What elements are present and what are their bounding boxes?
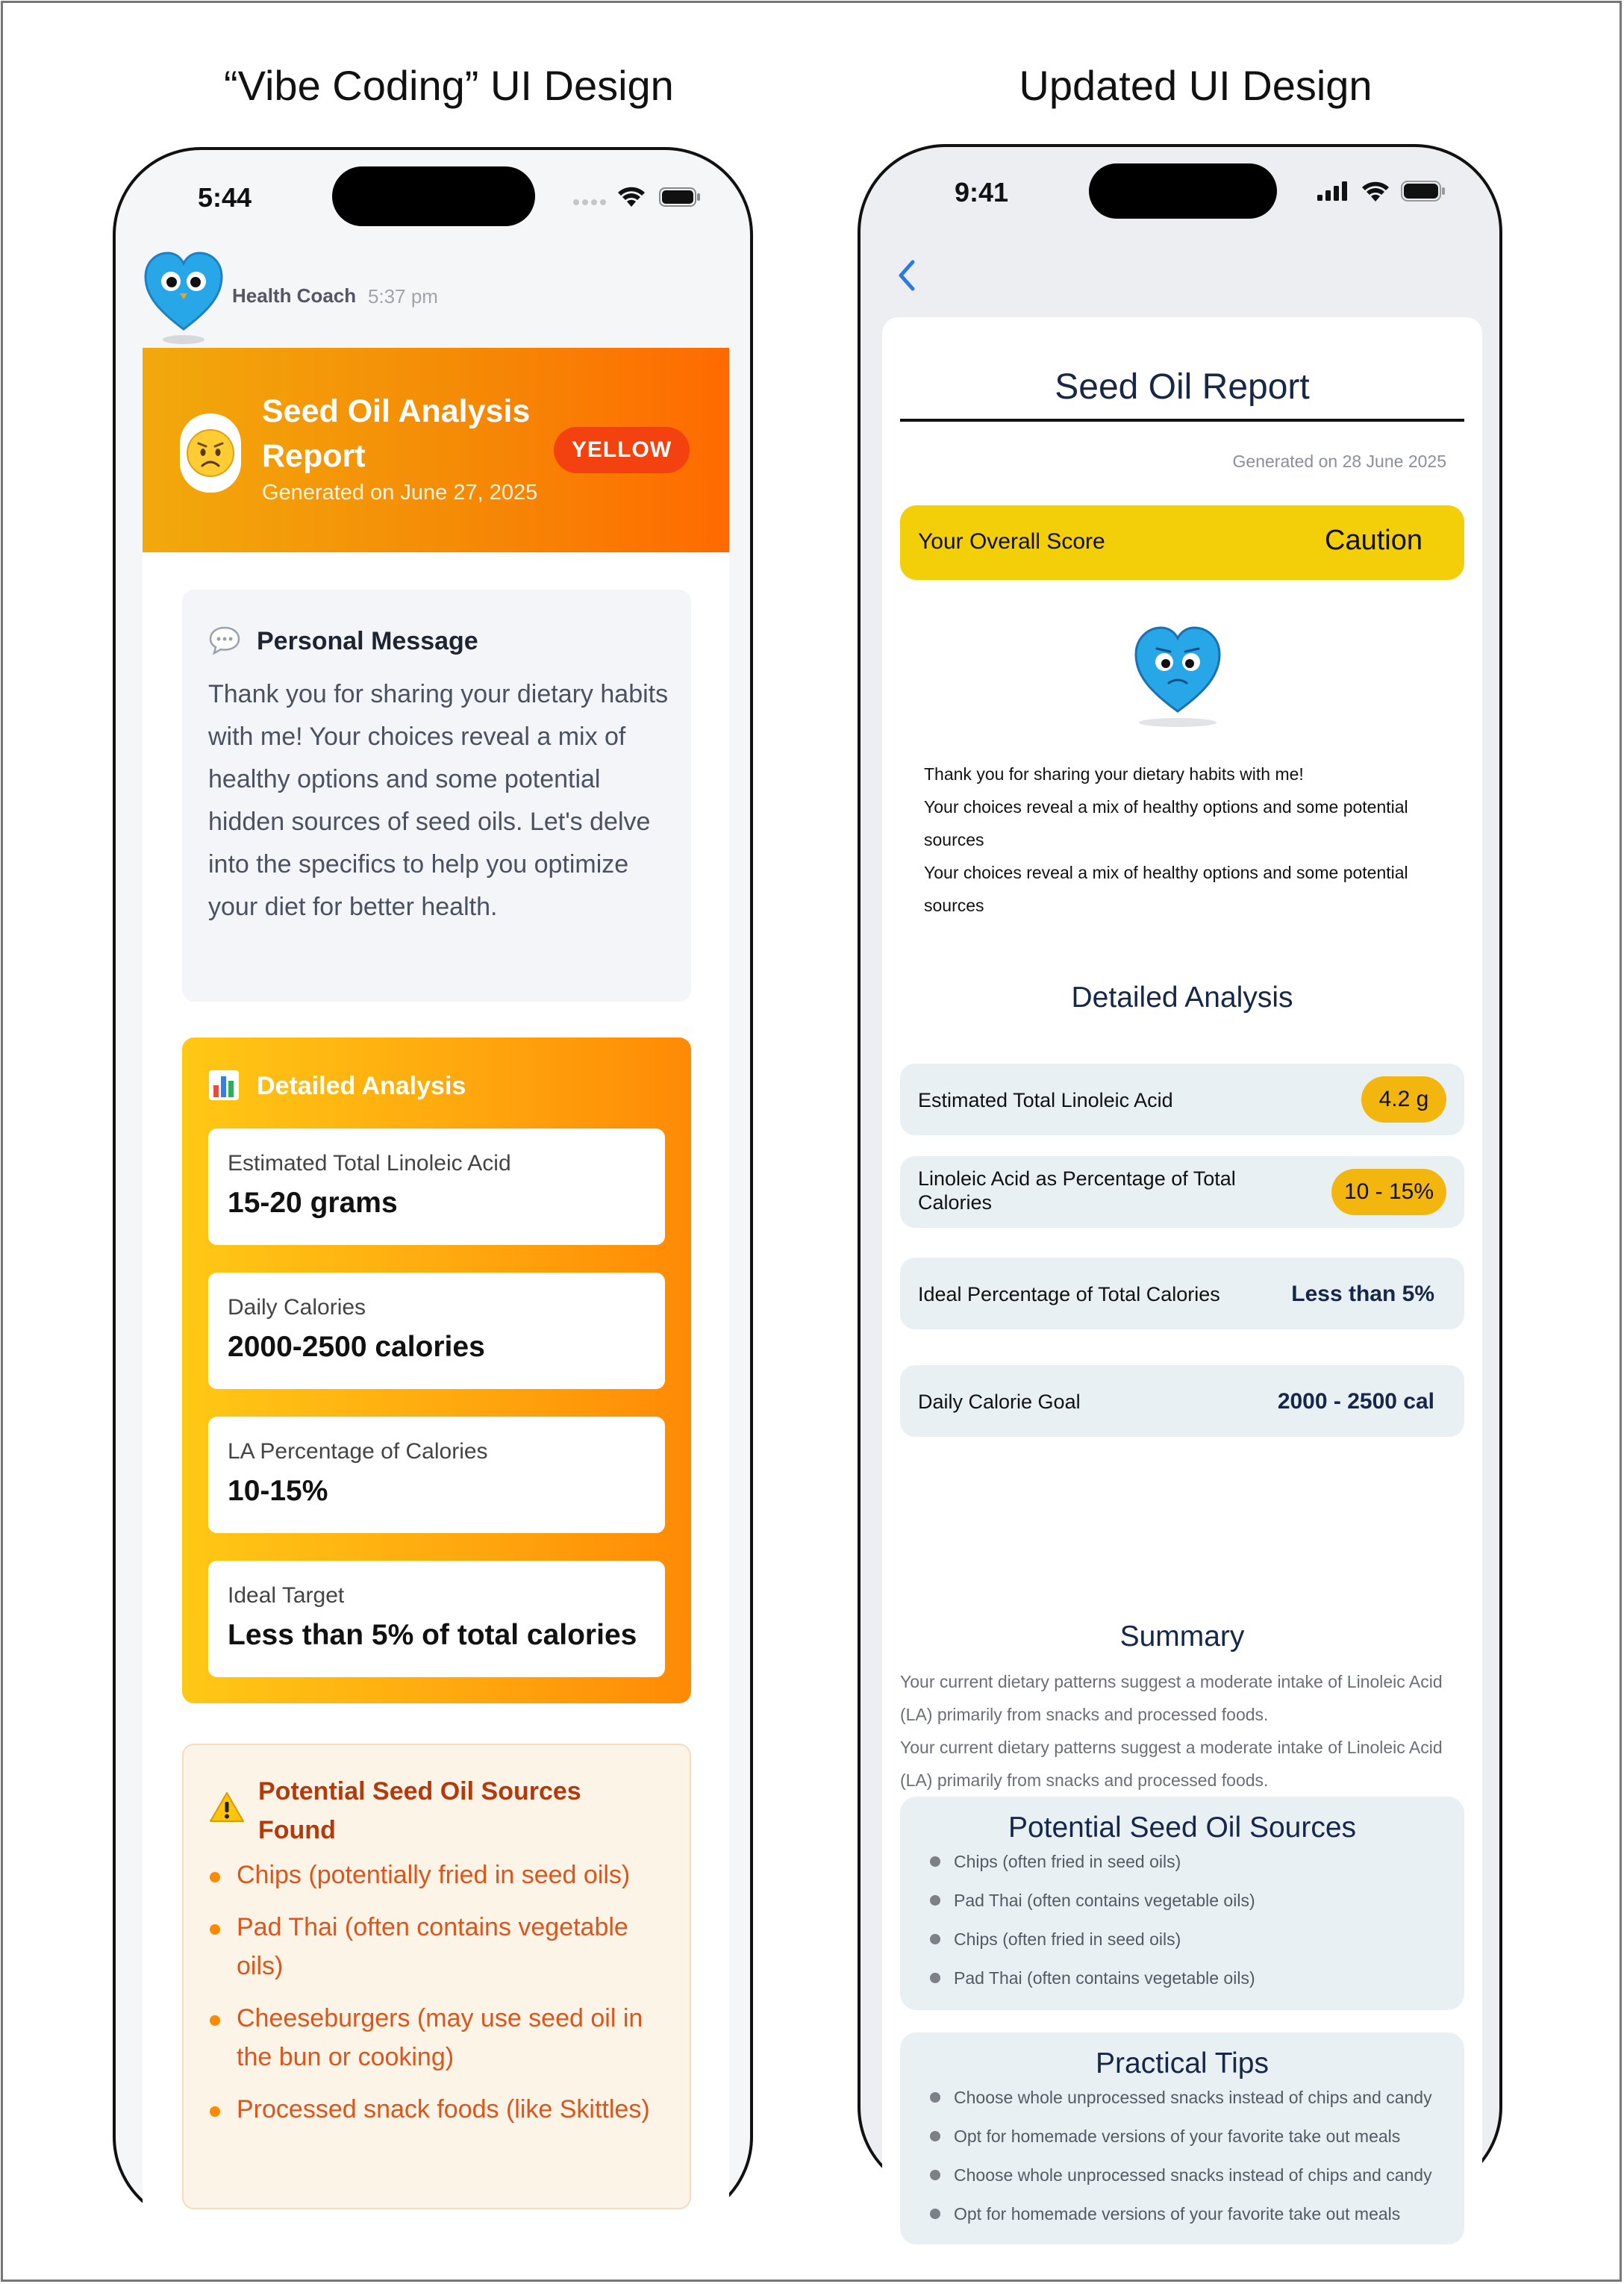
page-title: Seed Oil Report [1055, 367, 1310, 407]
worried-face-icon [186, 428, 235, 478]
personal-message-card [182, 590, 691, 1002]
status-time: 5:44 [198, 182, 252, 213]
wifi-icon [1360, 179, 1391, 203]
bar-chart-icon [207, 1069, 240, 1102]
metric-label: Ideal Target [228, 1583, 345, 1608]
title-divider [900, 419, 1464, 422]
message-line: Your choices reveal a mix of healthy options and some potential sources [924, 797, 1408, 849]
warning-icon [209, 1791, 245, 1823]
back-chevron-icon[interactable] [895, 259, 917, 292]
report-body [143, 552, 729, 2269]
summary-text [900, 1665, 1467, 1797]
report-header [143, 348, 729, 552]
metric-box [208, 1417, 665, 1533]
coach-name: Health Coach [232, 284, 357, 307]
detailed-analysis-card [182, 1038, 691, 1703]
list-item: Pad Thai (often contains vegetable oils) [210, 1908, 658, 1985]
seed-oil-sources-card [900, 1797, 1464, 2010]
list-item: Choose whole unprocessed snacks instead of chips and candy [954, 2165, 1432, 2185]
left-column-title: “Vibe Coding” UI Design [224, 62, 674, 109]
dynamic-island [332, 166, 535, 226]
detailed-analysis-title: Detailed Analysis [1071, 982, 1293, 1014]
heart-mascot-icon [143, 249, 225, 346]
report-date: Generated on 28 June 2025 [1232, 452, 1446, 471]
analysis-row-label: Daily Calorie Goal [918, 1391, 1081, 1413]
list-item: Cheeseburgers (may use seed oil in the bun or cooking) [210, 1999, 658, 2076]
list-item: Chips (often fried in seed oils) [954, 1852, 1181, 1871]
report-date: Generated on June 27, 2025 [262, 481, 538, 505]
right-phone [858, 144, 1502, 2224]
message-line: Your choices reveal a mix of healthy options and some potential sources [924, 863, 1408, 915]
metric-box [208, 1273, 665, 1389]
status-time: 9:41 [955, 177, 1009, 208]
metric-box [208, 1561, 665, 1677]
report-title: Seed Oil Analysis Report [262, 393, 531, 474]
analysis-row-value: 2000 - 2500 cal [1277, 1389, 1434, 1414]
personal-message-text: Thank you for sharing your dietary habits with me! Your choices reveal a mix of healthy options and some potential hidden sources of seed oils. Let's delve into the specifics to help you optimize your diet for better health. [208, 680, 669, 921]
analysis-row-label: Estimated Total Linoleic Acid [918, 1089, 1173, 1111]
analysis-row [900, 1064, 1464, 1135]
right-column-title: Updated UI Design [1019, 62, 1372, 109]
list-item: Opt for homemade versions of your favorite take out meals [954, 2204, 1401, 2224]
left-phone [113, 147, 753, 2225]
status-badge: YELLOW [554, 427, 690, 473]
analysis-row [900, 1258, 1464, 1329]
list-item: Chips (often fried in seed oils) [954, 1929, 1181, 1949]
analysis-row-label: Ideal Percentage of Total Calories [918, 1283, 1220, 1305]
heart-mascot-icon [1131, 623, 1224, 728]
metric-value: 15-20 grams [228, 1187, 398, 1219]
metric-label: Estimated Total Linoleic Acid [228, 1151, 511, 1176]
summary-line: Your current dietary patterns suggest a moderate intake of Linoleic Acid (LA) primarily from snacks and processed foods. [900, 1672, 1443, 1724]
list-item: Choose whole unprocessed snacks instead of chips and candy [954, 2088, 1432, 2107]
metric-value: Less than 5% of total calories [228, 1619, 637, 1651]
battery-icon [1401, 181, 1446, 202]
practical-tips-card [900, 2032, 1464, 2244]
metric-value: 10-15% [228, 1475, 328, 1507]
metric-label: LA Percentage of Calories [228, 1439, 488, 1464]
speech-bubble-icon [208, 625, 241, 655]
dynamic-island [1089, 163, 1277, 219]
value-pill: 4.2 g [1361, 1076, 1446, 1123]
message-timestamp: 5:37 pm [368, 285, 438, 308]
analysis-row [900, 1156, 1464, 1228]
analysis-row [900, 1365, 1464, 1437]
list-item: Pad Thai (often contains vegetable oils) [954, 1968, 1255, 1988]
list-item: Processed snack foods (like Skittles) [210, 2090, 658, 2129]
list-item: Opt for homemade versions of your favorite take out meals [954, 2127, 1401, 2146]
list-item: Chips (potentially fried in seed oils) [210, 1856, 658, 1894]
seed-oil-sources-card [182, 1744, 691, 2209]
wifi-icon [616, 184, 647, 208]
seed-oil-sources-title: Potential Seed Oil Sources Found [258, 1777, 581, 1844]
report-card [882, 317, 1482, 2228]
personal-message [924, 758, 1446, 922]
face-badge [180, 414, 241, 493]
battery-icon [659, 187, 701, 207]
overall-score-bar [900, 505, 1464, 580]
overall-score-label: Your Overall Score [918, 529, 1105, 554]
seed-oil-sources-title: Potential Seed Oil Sources [1008, 1812, 1357, 1844]
metric-box [208, 1129, 665, 1245]
list-item: Pad Thai (often contains vegetable oils) [954, 1891, 1255, 1910]
value-pill: 10 - 15% [1331, 1169, 1446, 1215]
analysis-row-value: Less than 5% [1291, 1282, 1434, 1306]
signal-dots-icon [573, 199, 606, 207]
analysis-row-label: Linoleic Acid as Percentage of Total Calories [918, 1167, 1236, 1214]
personal-message-title: Personal Message [257, 627, 478, 655]
overall-score-value: Caution [1325, 525, 1422, 556]
message-line: Thank you for sharing your dietary habits with me! [924, 764, 1304, 784]
practical-tips-title: Practical Tips [1096, 2047, 1269, 2079]
summary-line: Your current dietary patterns suggest a moderate intake of Linoleic Acid (LA) primarily from snacks and processed foods. [900, 1738, 1443, 1790]
metric-label: Daily Calories [228, 1295, 366, 1320]
metric-value: 2000-2500 calories [228, 1331, 485, 1363]
summary-title: Summary [1119, 1620, 1245, 1653]
cellular-signal-icon [1317, 181, 1350, 201]
detailed-analysis-title: Detailed Analysis [257, 1072, 466, 1100]
